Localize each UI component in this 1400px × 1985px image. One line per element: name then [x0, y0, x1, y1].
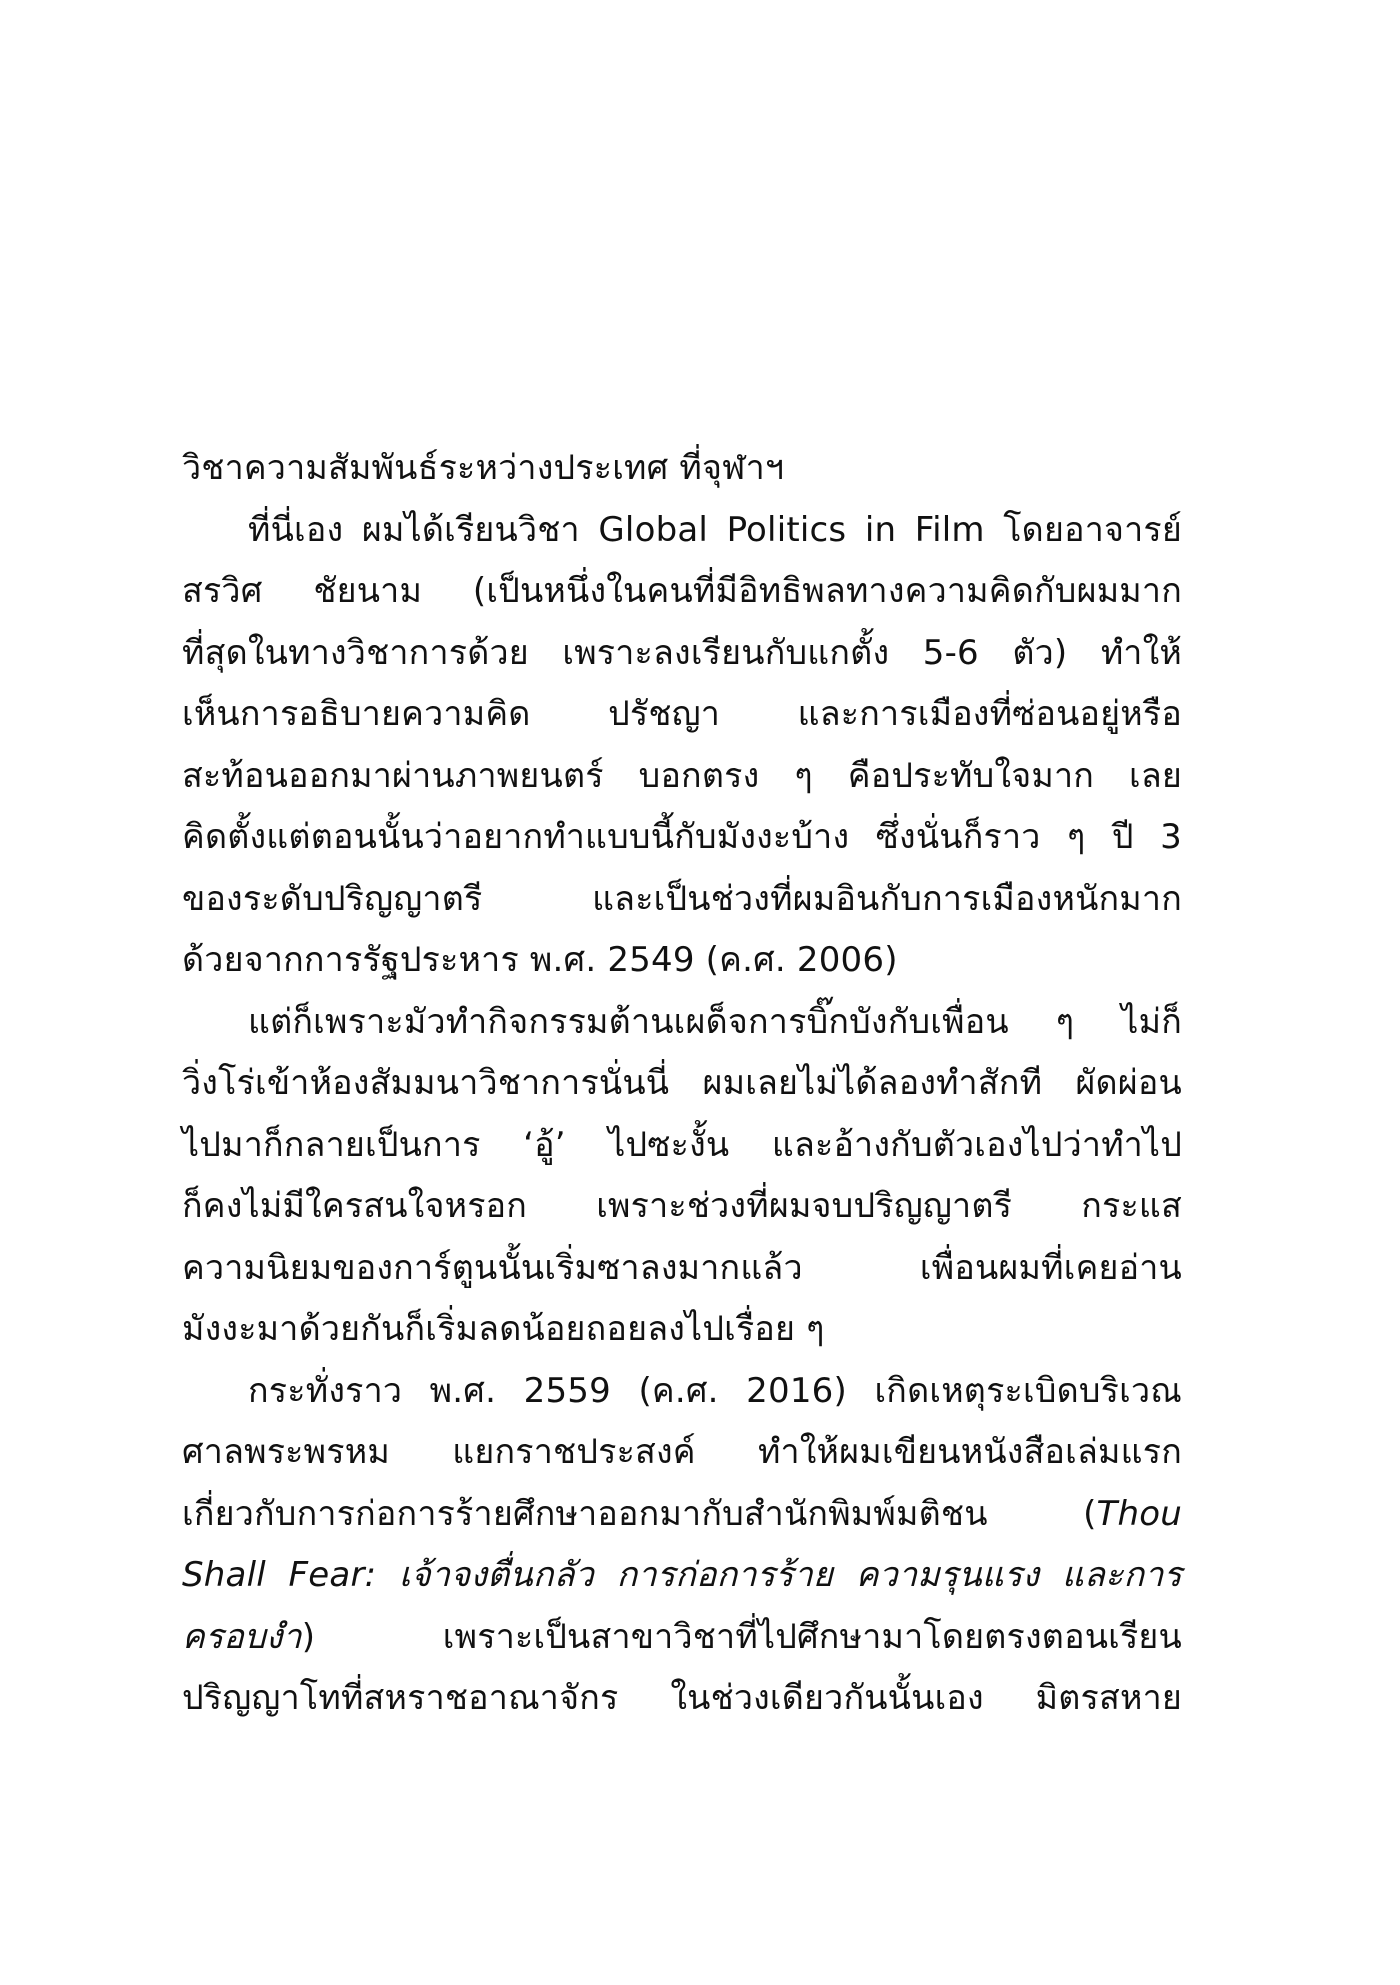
- book-title-italic: Thou: [1096, 1493, 1182, 1534]
- text-line: สะท้อนออกมาผ่านภาพยนตร์ บอกตรง ๆ คือประทับใจมาก เลย: [182, 755, 1182, 796]
- text-line: [182, 1545, 1182, 1607]
- text-line: ความนิยมของการ์ตูนนั้นเริ่มซาลงมากแล้ว เพื่อนผมที่เคยอ่าน: [182, 1247, 1182, 1288]
- text-line: สรวิศ ชัยนาม (เป็นหนึ่งในคนที่มีอิทธิพลทางความคิดกับผมมาก: [182, 571, 1182, 611]
- text-run: ) เพราะเป็นสาขาวิชาที่ไปศึกษามาโดยตรงตอนเรียน: [301, 1616, 1182, 1657]
- text-line: มังงะมาด้วยกันก็เริ่มลดน้อยถอยลงไปเรื่อย ๆ: [182, 1309, 825, 1349]
- text-line: ศาลพระพรหม แยกราชประสงค์ ทำให้ผมเขียนหนังสือเล่มแรก: [182, 1432, 1182, 1472]
- text-line: ไปมาก็กลายเป็นการ ‘อู้’ ไปซะงั้น และอ้างกับตัวเองไปว่าทำไป: [182, 1124, 1182, 1165]
- text-line: ปริญญาโทที่สหราชอาณาจักร ในช่วงเดียวกันนั้นเอง มิตรสหาย: [182, 1678, 1182, 1718]
- text-line: เห็นการอธิบายความคิด ปรัชญา และการเมืองที่ซ่อนอยู่หรือ: [182, 694, 1182, 734]
- text-line: แต่ก็เพราะมัวทำกิจกรรมต้านเผด็จการบิ๊กบังกับเพื่อน ๆ ไม่ก็: [248, 1001, 1182, 1042]
- book-title-italic: ครอบงำ: [182, 1616, 302, 1657]
- text-line: วิ่งโร่เข้าห้องสัมมนาวิชาการนั่นนี่ ผมเลยไม่ได้ลองทำสักที ผัดผ่อน: [182, 1063, 1182, 1103]
- text-line: วิชาความสัมพันธ์ระหว่างประเทศ ที่จุฬาฯ: [182, 448, 785, 488]
- text-line: กระทั่งราว พ.ศ. 2559 (ค.ศ. 2016) เกิดเหตุระเบิดบริเวณ: [248, 1370, 1182, 1411]
- text-line: ด้วยจากการรัฐประหาร พ.ศ. 2549 (ค.ศ. 2006): [182, 940, 898, 980]
- text-line: [182, 1484, 1182, 1546]
- body-text: [182, 438, 1182, 1730]
- text-line: คิดตั้งแต่ตอนนั้นว่าอยากทำแบบนี้กับมังงะบ้าง ซึ่งนั่นก็ราว ๆ ปี 3: [182, 817, 1182, 857]
- text-line: ก็คงไม่มีใครสนใจหรอก เพราะช่วงที่ผมจบปริญญาตรี กระแส: [182, 1186, 1182, 1226]
- text-line: ของระดับปริญญาตรี และเป็นช่วงที่ผมอินกับการเมืองหนักมาก: [182, 878, 1182, 919]
- text-line: [182, 1607, 1182, 1669]
- text-run: เกี่ยวกับการก่อการร้ายศึกษาออกมากับสำนักพิมพ์มติชน (: [182, 1493, 1097, 1534]
- text-line: ที่สุดในทางวิชาการด้วย เพราะลงเรียนกับแกตั้ง 5-6 ตัว) ทำให้: [182, 632, 1182, 673]
- text-line: ที่นี่เอง ผมได้เรียนวิชา Global Politics in Film โดยอาจารย์: [248, 509, 1182, 550]
- book-title-italic: Shall Fear: เจ้าจงตื่นกลัว การก่อการร้าย ความรุนแรง และการ: [182, 1555, 1182, 1595]
